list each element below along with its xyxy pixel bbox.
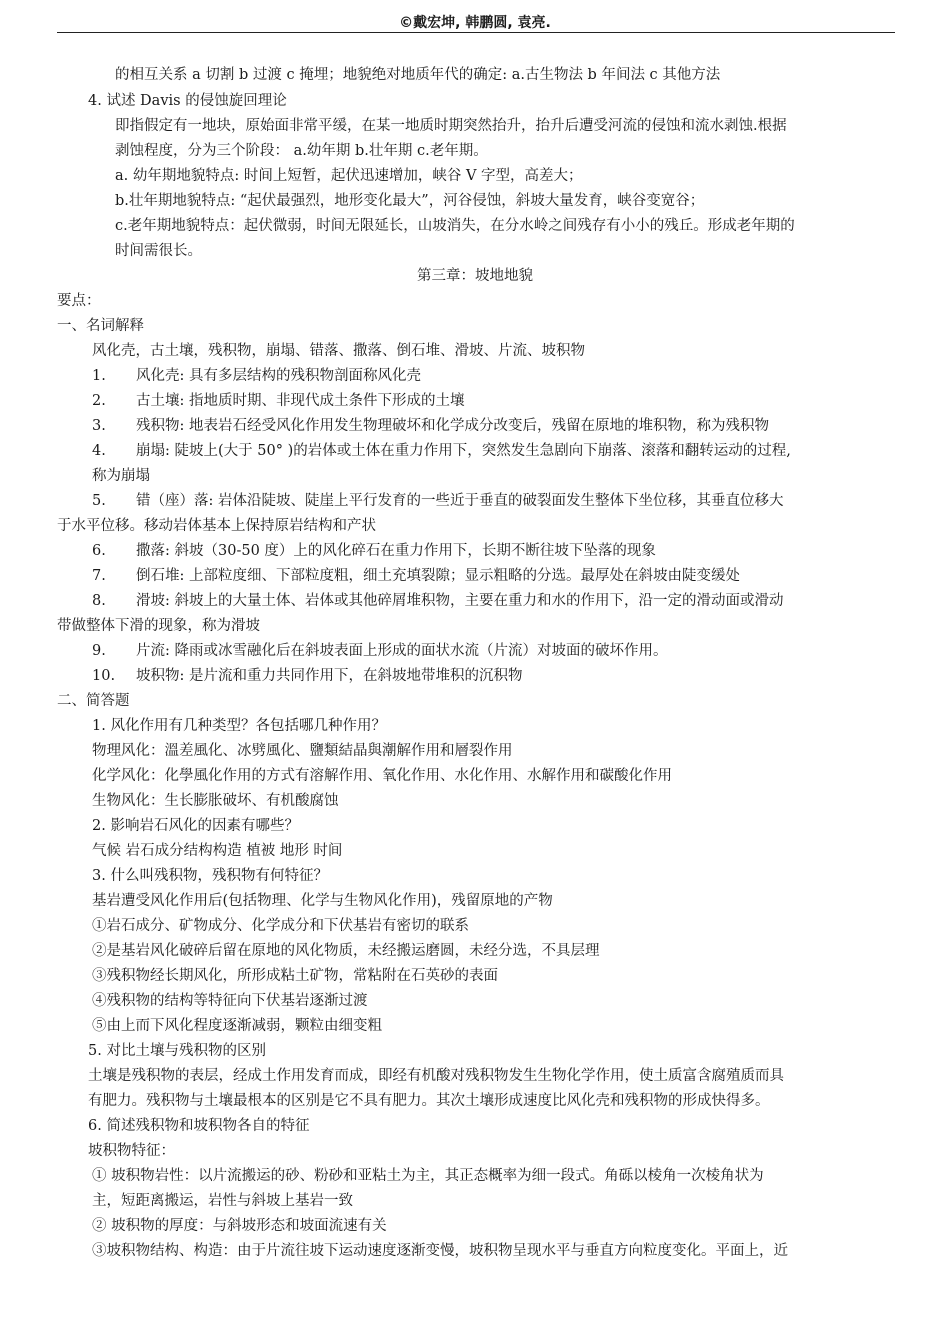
s2-q6-item-1b: 主，短距离搬运，岩性与斜坡上基岩一致 — [92, 1193, 353, 1209]
term-item — [92, 665, 523, 687]
page-header-authors: ©戴宏坤, 韩鹏圆, 袁亮. — [399, 15, 551, 31]
header-rule — [57, 32, 895, 33]
term-item — [92, 490, 784, 512]
keypoints-label: 要点： — [57, 293, 101, 309]
s2-q5-line-2: 有肥力。残积物与土壤最根本的区别是它不具有肥力。其次土壤形成速度比风化壳和残积物的形成快得多。 — [88, 1093, 770, 1109]
q4-paragraph-1: 即指假定有一地块，原始面非常平缓，在某一地质时期突然抬升，抬升后遭受河流的侵蚀和流水剥蚀.根据 — [115, 118, 787, 134]
s2-q1-title: 1. 风化作用有几种类型？各包括哪几种作用？ — [92, 718, 386, 734]
s2-q6-item-2: ② 坡积物的厚度：与斜坡形态和坡面流速有关 — [92, 1218, 387, 1234]
s2-q6-title: 6. 简述残积物和坡积物各自的特征 — [88, 1118, 310, 1134]
q4-paragraph-2: 剥蚀程度，分为三个阶段： a.幼年期 b.壮年期 c.老年期。 — [115, 143, 488, 159]
term-item — [92, 565, 740, 587]
s2-q3-item: ③残积物经长期风化，所形成粘土矿物，常粘附在石英砂的表面 — [92, 968, 498, 984]
s2-q3-item: ①岩石成分、矿物成分、化学成分和下伏基岩有密切的联系 — [92, 918, 469, 934]
s2-q5-title: 5. 对比土壤与残积物的区别 — [88, 1043, 266, 1059]
section2-title: 二、简答题 — [57, 693, 130, 709]
term-definition: 倒石堆: 上部粒度细、下部粒度粗，细土充填裂隙；显示粗略的分选。最厚处在斜坡由陡变缓处 — [136, 568, 740, 584]
term-item — [92, 540, 656, 562]
s2-q2-title: 2. 影响岩石风化的因素有哪些？ — [92, 818, 299, 834]
q4-stage-a: a. 幼年期地貌特点: 时间上短暂，起伏迅速增加，峡谷 V 字型，高差大； — [115, 168, 583, 184]
s2-q1-line-2: 化学风化：化學風化作用的方式有溶解作用、氧化作用、水化作用、水解作用和碳酸化作用 — [92, 768, 672, 784]
term-item — [92, 590, 784, 612]
q4-title: 4. 试述 Davis 的侵蚀旋回理论 — [88, 93, 287, 109]
term-item — [92, 640, 668, 662]
q4-stage-b: b.壮年期地貌特点: “起伏最强烈，地形变化最大”，河谷侵蚀，斜坡大量发育，峡谷变宽谷； — [115, 193, 705, 209]
section1-terms: 风化壳，古土壤，残积物，崩塌、错落、撒落、倒石堆、滑坡、片流、坡积物 — [92, 343, 585, 359]
term-definition: 崩塌: 陡坡上(大于 50° )的岩体或土体在重力作用下，突然发生急剧向下崩落、滚落和翻转运动的过程, — [136, 443, 791, 459]
term-continuation: 带做整体下滑的现象，称为滑坡 — [57, 618, 260, 634]
s2-q6-item-3: ③坡积物结构、构造：由于片流往坡下运动速度逐渐变慢，坡积物呈现水平与垂直方向粒度变化。平面上，近 — [92, 1243, 788, 1259]
s2-q1-line-1: 物理风化：溫差風化、冰劈風化、鹽類結晶與潮解作用和層裂作用 — [92, 743, 513, 759]
s2-q3-line-1: 基岩遭受风化作用后(包括物理、化学与生物风化作用)，残留原地的产物 — [92, 893, 553, 909]
continuation-line: 的相互关系 a 切割 b 过渡 c 掩埋；地貌绝对地质年代的确定: a.古生物法 b 年间法 c 其他方法 — [115, 67, 721, 83]
term-number: 5. — [92, 493, 106, 509]
q4-stage-c-1: c.老年期地貌特点：起伏微弱，时间无限延长，山坡消失，在分水岭之间残存有小小的残丘。形成老年期的 — [115, 218, 795, 234]
s2-q3-item: ④残积物的结构等特征向下伏基岩逐渐过渡 — [92, 993, 368, 1009]
s2-q3-item: ②是基岩风化破碎后留在原地的风化物质，未经搬运磨圆，未经分选，不具层理 — [92, 943, 600, 959]
term-number: 2. — [92, 393, 106, 409]
term-item — [92, 390, 465, 412]
term-item — [92, 365, 421, 387]
s2-q3-item: ⑤由上而下风化程度逐渐减弱，颗粒由细变粗 — [92, 1018, 382, 1034]
section1-title: 一、名词解释 — [57, 318, 144, 334]
s2-q1-line-3: 生物风化：生长膨胀破坏、有机酸腐蚀 — [92, 793, 339, 809]
s2-q6-line-1: 坡积物特征： — [88, 1143, 175, 1159]
term-definition: 滑坡: 斜坡上的大量土体、岩体或其他碎屑堆积物，主要在重力和水的作用下，沿一定的滑动面或滑动 — [136, 593, 784, 609]
term-definition: 错（座）落: 岩体沿陡坡、陡崖上平行发育的一些近于垂直的破裂面发生整体下坐位移，其垂直位移大 — [136, 493, 784, 509]
s2-q3-title: 3. 什么叫残积物，残积物有何特征？ — [92, 868, 328, 884]
s2-q5-line-1: 土壤是残积物的表层，经成土作用发育而成，即经有机酸对残积物发生生物化学作用，使土质富含腐殖质而具 — [88, 1068, 784, 1084]
term-number: 1. — [92, 368, 106, 384]
term-continuation: 于水平位移。移动岩体基本上保持原岩结构和产状 — [57, 518, 376, 534]
term-number: 8. — [92, 593, 106, 609]
term-number: 4. — [92, 443, 106, 459]
term-number: 9. — [92, 643, 106, 659]
q4-stage-c-2: 时间需很长。 — [115, 243, 202, 259]
term-definition: 古土壤: 指地质时期、非现代成土条件下形成的土壤 — [136, 393, 465, 409]
term-definition: 坡积物: 是片流和重力共同作用下，在斜坡地带堆积的沉积物 — [136, 668, 523, 684]
term-number: 7. — [92, 568, 106, 584]
term-item — [92, 415, 769, 437]
term-number: 6. — [92, 543, 106, 559]
s2-q2-line-1: 气候 岩石成分结构构造 植被 地形 时间 — [92, 843, 343, 859]
term-definition: 撒落: 斜坡（30-50 度）上的风化碎石在重力作用下，长期不断往坡下坠落的现象 — [136, 543, 656, 559]
term-item — [92, 440, 791, 462]
term-definition: 残积物: 地表岩石经受风化作用发生物理破坏和化学成分改变后，残留在原地的堆积物，称为残积物 — [136, 418, 769, 434]
term-continuation: 称为崩塌 — [92, 468, 150, 484]
s2-q6-item-1a: ① 坡积物岩性：以片流搬运的砂、粉砂和亚粘土为主，其正态概率为细一段式。角砾以棱角一次棱角状为 — [92, 1168, 764, 1184]
term-number: 3. — [92, 418, 106, 434]
term-definition: 风化壳: 具有多层结构的残积物剖面称风化壳 — [136, 368, 421, 384]
chapter-title: 第三章：坡地地貌 — [417, 268, 533, 284]
term-number: 10. — [92, 668, 116, 684]
term-definition: 片流: 降雨或冰雪融化后在斜坡表面上形成的面状水流（片流）对坡面的破坏作用。 — [136, 643, 668, 659]
